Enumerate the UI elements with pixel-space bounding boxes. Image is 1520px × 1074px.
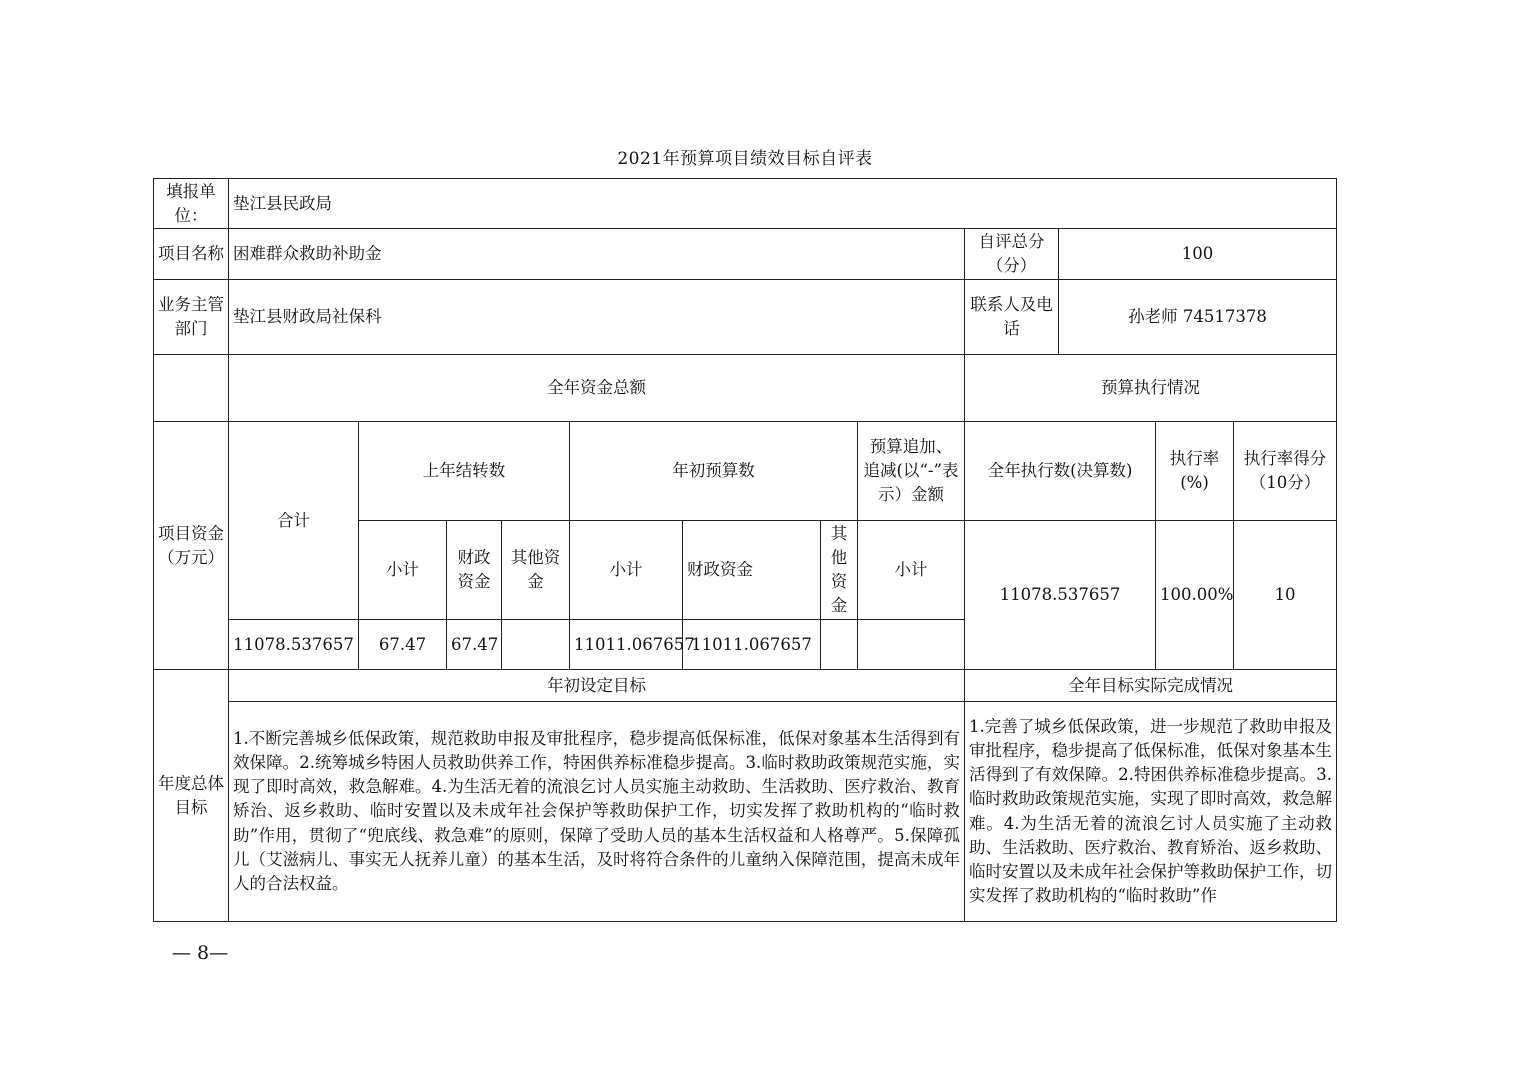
row-funds-subheader	[154, 422, 1337, 521]
adjust-subtotal-value	[858, 620, 965, 670]
init-fiscal-value: 11011.067657	[683, 620, 821, 670]
initial-goal-header: 年初设定目标	[229, 670, 965, 702]
row-funds-header	[154, 355, 1337, 422]
total-label: 合计	[229, 422, 359, 620]
row-unit	[154, 179, 1337, 229]
prev-carryover-header: 上年结转数	[359, 422, 570, 521]
exec-score-value: 10	[1234, 521, 1337, 670]
unit-label: 填报单位：	[154, 179, 229, 229]
row-goal-header	[154, 670, 1337, 702]
exec-status-header: 预算执行情况	[965, 355, 1337, 422]
page-title: 2021年预算项目绩效目标自评表	[617, 149, 873, 169]
unit-value: 垫江县民政局	[229, 179, 1337, 229]
annual-total-header: 全年资金总额	[229, 355, 965, 422]
annual-exec-value: 11078.537657	[965, 521, 1156, 670]
dept-label: 业务主管部门	[154, 280, 229, 355]
prev-other-label: 其他资金	[502, 521, 570, 620]
exec-rate-value: 100.00%	[1156, 521, 1234, 670]
init-fiscal-label: 财政资金	[683, 521, 821, 620]
adjustment-header: 预算追加、追减(以“-”表示）金额	[858, 422, 965, 521]
project-name-label: 项目名称	[154, 229, 229, 280]
annual-goal-label: 年度总体目标	[154, 670, 229, 922]
prev-subtotal-value: 67.47	[359, 620, 447, 670]
self-evaluation-table	[153, 178, 1337, 922]
initial-goal-text: 1.不断完善城乡低保政策，规范救助申报及审批程序，稳步提高低保标准，低保对象基本生活得到有效保障。2.统筹城乡特困人员救助供养工作，特困供养标准稳步提高。3.临时救助政策规范实施，实现了即时高效，救急解难。4.为生活无着的流浪乞讨人员实施主动救助、生活救助、医疗救治、教育矫治、返乡救助、临时安置以及未成年社会保护等救助保护工作，切实发挥了救助机构的“临时救助”作用，贯彻了“兜底线、救急难”的原则，保障了受助人员的基本生活权益和人格尊严。5.保障孤儿（艾滋病儿、事实无人抚养儿童）的基本生活，及时将符合条件的儿童纳入保障范围，提高未成年人的合法权益。	[229, 702, 965, 922]
init-other-value	[821, 620, 858, 670]
dept-value: 垫江县财政局社保科	[229, 280, 965, 355]
contact-label: 联系人及电话	[965, 280, 1059, 355]
empty-cell	[154, 355, 229, 422]
init-subtotal-label: 小计	[570, 521, 683, 620]
page-number: — 8—	[172, 942, 229, 964]
prev-fiscal-label: 财政资金	[447, 521, 502, 620]
initial-budget-header: 年初预算数	[570, 422, 858, 521]
exec-score-header: 执行率得分（10分）	[1234, 422, 1337, 521]
init-other-label: 其他资金	[821, 521, 858, 620]
project-name-value: 困难群众救助补助金	[229, 229, 965, 280]
annual-exec-header: 全年执行数(决算数)	[965, 422, 1156, 521]
exec-rate-header: 执行率(%)	[1156, 422, 1234, 521]
row-department	[154, 280, 1337, 355]
prev-fiscal-value: 67.47	[447, 620, 502, 670]
prev-other-value	[502, 620, 570, 670]
row-goal-text	[154, 702, 1337, 922]
actual-goal-header: 全年目标实际完成情况	[965, 670, 1337, 702]
init-subtotal-value: 11011.067657	[570, 620, 683, 670]
project-funds-label: 项目资金（万元）	[154, 422, 229, 670]
contact-value: 孙老师 74517378	[1059, 280, 1337, 355]
row-project-name	[154, 229, 1337, 280]
adjust-subtotal-label: 小计	[858, 521, 965, 620]
actual-goal-text: 1.完善了城乡低保政策，进一步规范了救助申报及审批程序，稳步提高了低保标准，低保对象基本生活得到了有效保障。2.特困供养标准稳步提高。3.临时救助政策规范实施，实现了即时高效，救急解难。4.为生活无着的流浪乞讨人员实施了主动救助、生活救助、医疗救治、教育矫治、返乡救助、临时安置以及未成年社会保护等救助保护工作，切实发挥了救助机构的“临时救助”作	[965, 702, 1337, 922]
total-value: 11078.537657	[229, 620, 359, 670]
prev-subtotal-label: 小计	[359, 521, 447, 620]
self-score-value: 100	[1059, 229, 1337, 280]
self-score-label: 自评总分（分）	[965, 229, 1059, 280]
